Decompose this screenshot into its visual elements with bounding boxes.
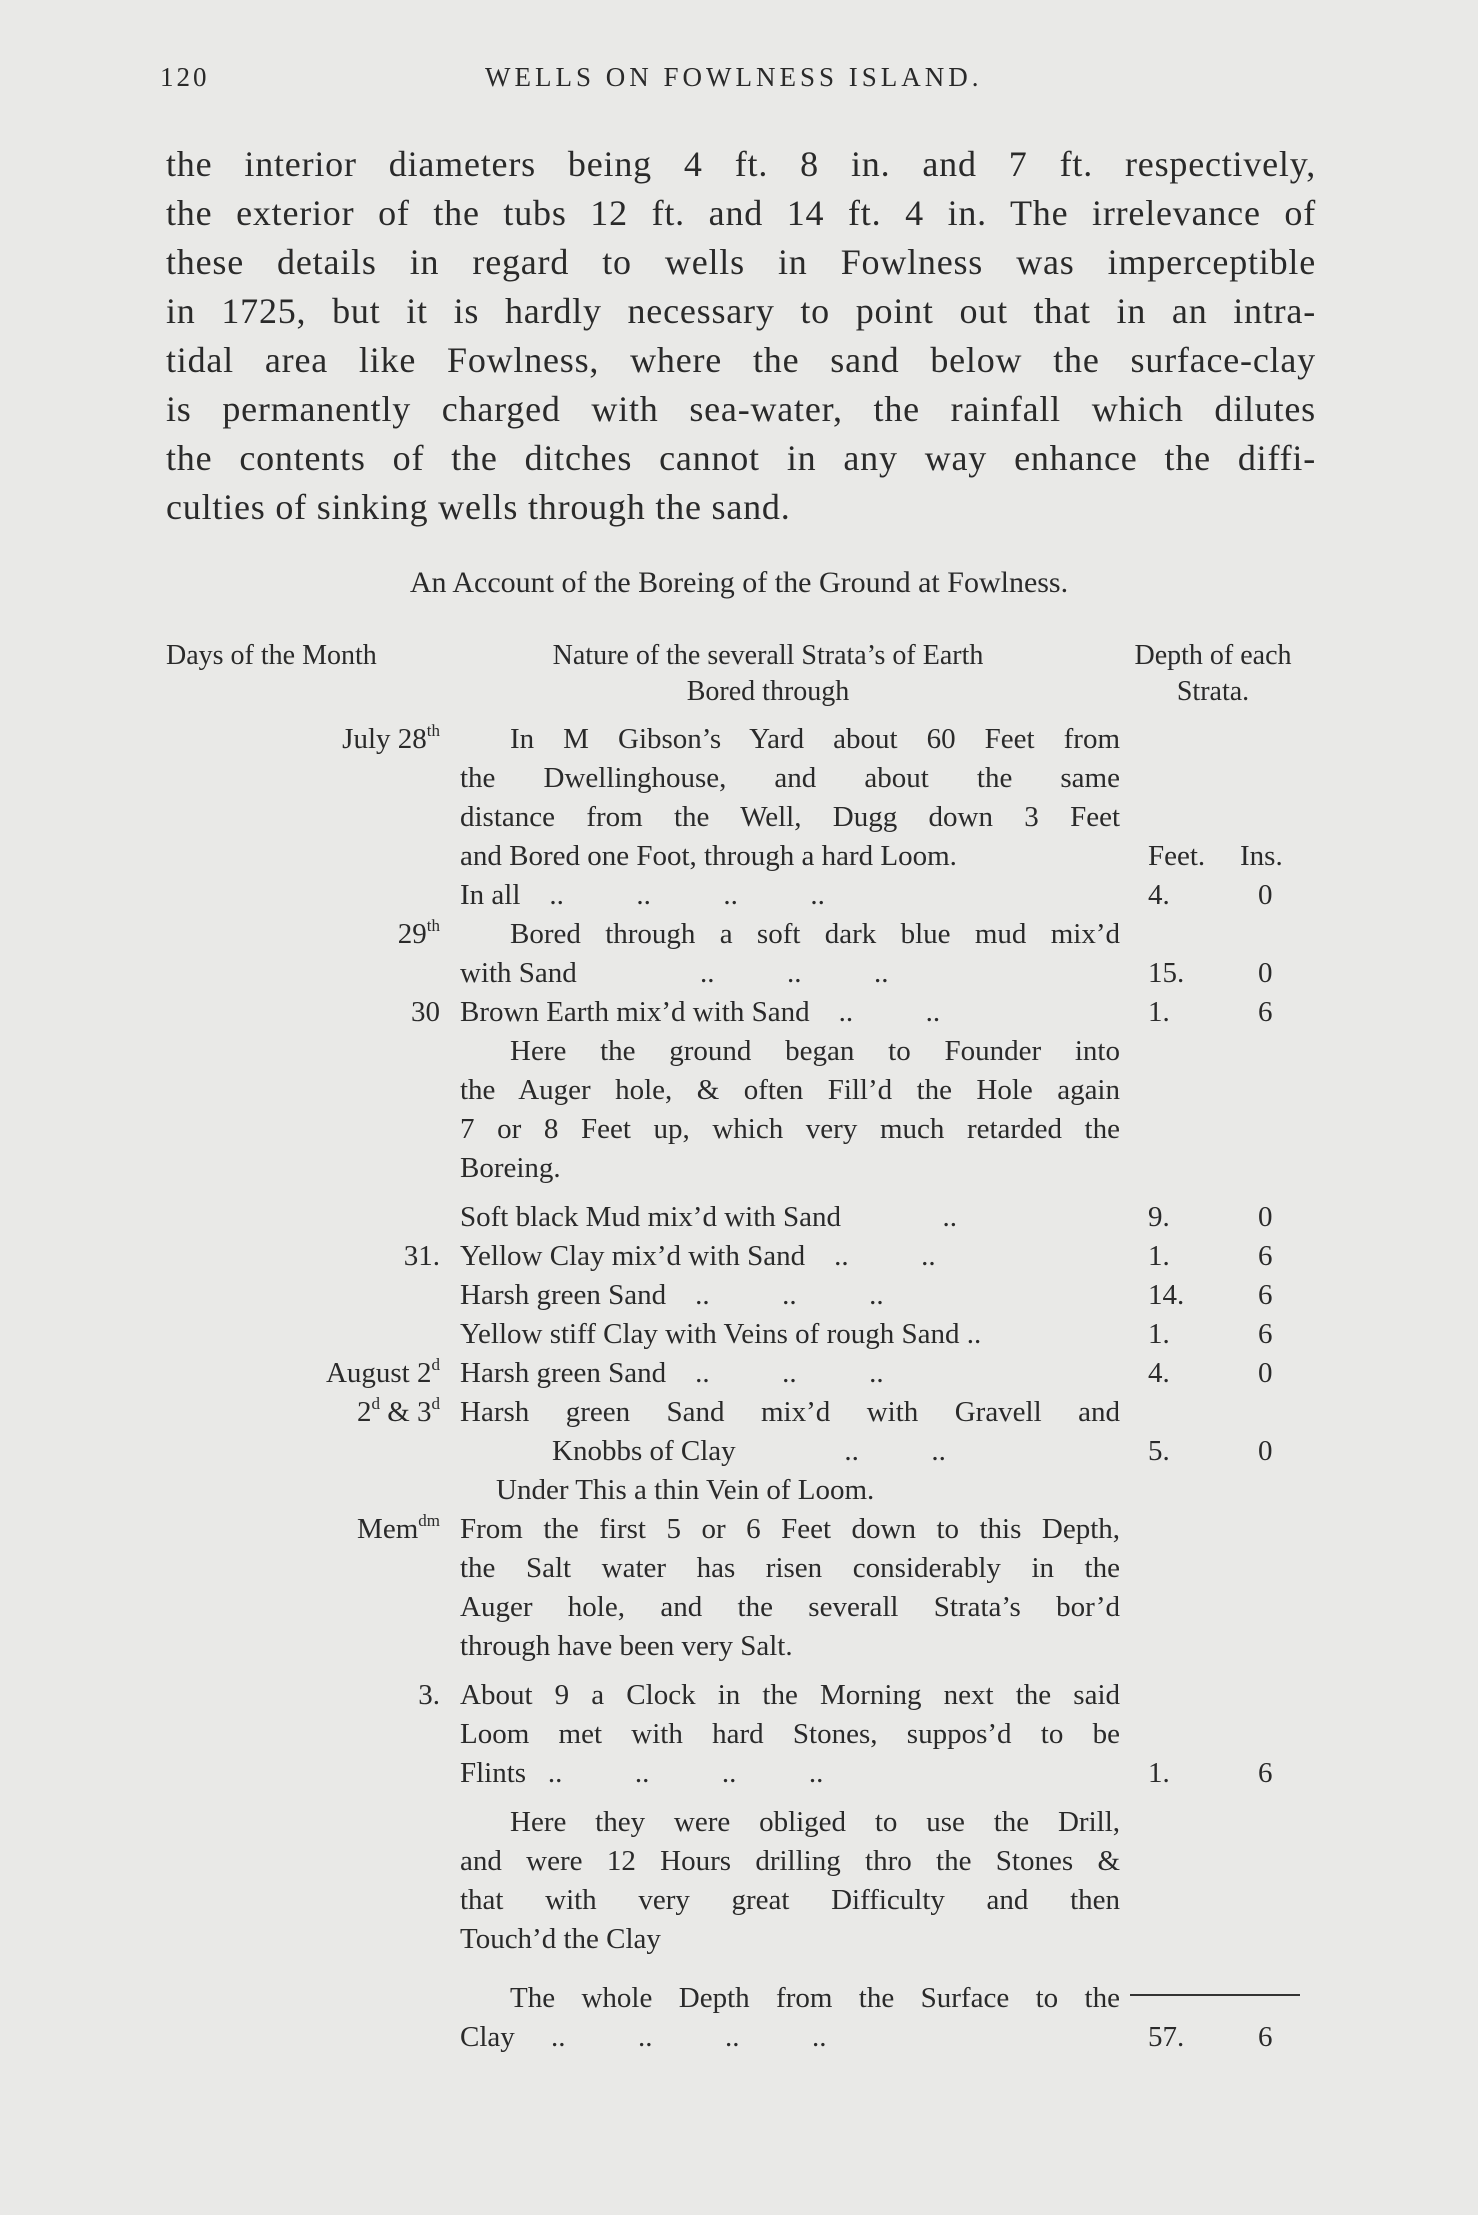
day-of-month: Mem$^{dm}$ <box>357 1511 440 1545</box>
body-paragraph <box>166 140 1316 532</box>
stratum-description: Knobbs of Clay .. .. <box>552 1435 946 1467</box>
table-row <box>0 1110 1478 1148</box>
stratum-description: distance from the Well, Dugg down 3 Feet <box>460 801 1120 833</box>
depth-feet: 14. <box>1148 1279 1185 1311</box>
table-row <box>0 1237 1478 1275</box>
paragraph-line: the exterior of the tubs 12 ft. and 14 ft. 4 in. The irrelevance of <box>166 193 1316 233</box>
table-row <box>0 876 1478 914</box>
depth-inches: 6 <box>1258 2021 1273 2053</box>
depth-feet: 15. <box>1148 957 1185 989</box>
table-row <box>0 1979 1478 2017</box>
table-row <box>0 1881 1478 1919</box>
day-of-month: 3. <box>418 1679 440 1711</box>
depth-feet: 1. <box>1148 1240 1170 1272</box>
table-row <box>0 1354 1478 1392</box>
table-row <box>0 759 1478 797</box>
depth-feet: 1. <box>1148 996 1170 1028</box>
running-header <box>160 62 1320 102</box>
paragraph-line: these details in regard to wells in Fowlness was imperceptible <box>166 242 1316 282</box>
table-row <box>0 1393 1478 1431</box>
stratum-description: Here the ground began to Founder into <box>510 1035 1120 1067</box>
table-row <box>0 1471 1478 1509</box>
depth-inches: 0 <box>1258 879 1273 911</box>
unit-inches: Ins. <box>1240 840 1283 872</box>
table-caption: An Account of the Boreing of the Ground at Fowlness. <box>409 566 1069 599</box>
table-row <box>0 1627 1478 1665</box>
column-header-nature-line1: Nature of the severall Strata’s of Earth <box>552 640 984 671</box>
stratum-description: The whole Depth from the Surface to the <box>510 1982 1120 2014</box>
depth-inches: 0 <box>1258 957 1273 989</box>
table-row <box>0 915 1478 953</box>
stratum-description: that with very great Difficulty and then <box>460 1884 1120 1916</box>
table-row <box>0 1276 1478 1314</box>
stratum-description: Loom met with hard Stones, suppos’d to be <box>460 1718 1120 1750</box>
depth-inches: 6 <box>1258 1757 1273 1789</box>
table-row <box>0 837 1478 875</box>
stratum-description: Harsh green Sand .. .. .. <box>460 1279 884 1311</box>
depth-feet: 4. <box>1148 1357 1170 1389</box>
stratum-description: Under This a thin Vein of Loom. <box>496 1474 875 1506</box>
table-row <box>0 1754 1478 1792</box>
day-of-month: 30 <box>411 996 440 1028</box>
table-row <box>0 1149 1478 1187</box>
depth-inches: 6 <box>1258 1318 1273 1350</box>
stratum-description: Flints .. .. .. .. <box>460 1757 824 1789</box>
depth-feet: 5. <box>1148 1435 1170 1467</box>
column-header-depth-line2: Strata. <box>1176 676 1250 707</box>
depth-inches: 6 <box>1258 996 1273 1028</box>
depth-feet: 57. <box>1148 2021 1185 2053</box>
column-header-days: Days of the Month <box>166 640 377 671</box>
table-row <box>0 1803 1478 1841</box>
day-of-month: July 28th <box>342 721 440 755</box>
table-row <box>0 720 1478 758</box>
stratum-description: Yellow stiff Clay with Veins of rough Sand .. <box>460 1318 982 1350</box>
depth-inches: 0 <box>1258 1201 1273 1233</box>
paragraph-line: the contents of the ditches cannot in any way enhance the diffi- <box>166 438 1316 478</box>
stratum-description: and were 12 Hours drilling thro the Stones & <box>460 1845 1120 1877</box>
table-row <box>0 1715 1478 1753</box>
paragraph-line: culties of sinking wells through the sand. <box>166 487 791 527</box>
stratum-description: Soft black Mud mix’d with Sand .. <box>460 1201 958 1233</box>
table-row <box>0 1588 1478 1626</box>
stratum-description: and Bored one Foot, through a hard Loom. <box>460 840 957 872</box>
table-row <box>0 1676 1478 1714</box>
stratum-description: Brown Earth mix’d with Sand .. .. <box>460 996 941 1028</box>
paragraph-line: tidal area like Fowlness, where the sand below the surface-clay <box>166 340 1316 380</box>
column-header-depth <box>1108 638 1318 710</box>
table-row <box>0 1920 1478 1958</box>
column-header-nature-line2: Bored through <box>686 676 850 707</box>
table-row <box>0 1198 1478 1236</box>
depth-feet: 1. <box>1148 1318 1170 1350</box>
stratum-description: From the first 5 or 6 Feet down to this Depth, <box>460 1513 1120 1545</box>
column-header-nature <box>488 638 1048 710</box>
stratum-description: Clay .. .. .. .. <box>460 2021 827 2053</box>
stratum-description: Touch’d the Clay <box>460 1923 661 1955</box>
stratum-description: In M Gibson’s Yard about 60 Feet from <box>510 723 1120 755</box>
stratum-description: Auger hole, and the severall Strata’s bor’d <box>460 1591 1120 1623</box>
unit-feet: Feet. <box>1148 840 1206 872</box>
day-of-month: August 2$^d$ <box>325 1355 440 1389</box>
table-row <box>0 1549 1478 1587</box>
depth-inches: 6 <box>1258 1279 1273 1311</box>
depth-feet: 9. <box>1148 1201 1170 1233</box>
depth-inches: 0 <box>1258 1357 1273 1389</box>
table-row <box>0 993 1478 1031</box>
stratum-description: Boreing. <box>460 1152 561 1184</box>
running-title: WELLS ON FOWLNESS ISLAND. <box>485 62 983 92</box>
stratum-description: Yellow Clay mix’d with Sand .. .. <box>460 1240 936 1272</box>
depth-feet: 4. <box>1148 879 1170 911</box>
stratum-description: the Salt water has risen considerably in the <box>460 1552 1120 1584</box>
stratum-description: 7 or 8 Feet up, which very much retarded the <box>460 1113 1120 1145</box>
stratum-description: In all .. .. .. .. <box>460 879 825 911</box>
table-row <box>0 1510 1478 1548</box>
stratum-description: Here they were obliged to use the Drill, <box>510 1806 1120 1838</box>
stratum-description: Harsh green Sand .. .. .. <box>460 1357 884 1389</box>
table-row <box>0 1432 1478 1470</box>
column-header-depth-line1: Depth of each <box>1134 640 1292 671</box>
paragraph-line: in 1725, but it is hardly necessary to point out that in an intra- <box>166 291 1316 331</box>
table-row <box>0 1032 1478 1070</box>
table-row <box>0 1315 1478 1353</box>
day-of-month: 2$^d$ & 3$^d$ <box>356 1394 440 1428</box>
table-row <box>0 798 1478 836</box>
stratum-description: with Sand .. .. .. <box>460 957 889 989</box>
stratum-description: the Auger hole, & often Fill’d the Hole again <box>460 1074 1120 1106</box>
stratum-description: through have been very Salt. <box>460 1630 793 1662</box>
day-of-month: 29th <box>397 916 440 950</box>
paragraph-line: is permanently charged with sea-water, the rainfall which dilutes <box>166 389 1316 429</box>
stratum-description: About 9 a Clock in the Morning next the said <box>460 1679 1120 1711</box>
sum-rule <box>1130 1994 1300 1996</box>
stratum-description: Bored through a soft dark blue mud mix’d <box>510 918 1120 950</box>
stratum-description: Harsh green Sand mix’d with Gravell and <box>460 1396 1120 1428</box>
depth-feet: 1. <box>1148 1757 1170 1789</box>
page-number: 120 <box>160 62 210 92</box>
table-row <box>0 2018 1478 2056</box>
paragraph-line: the interior diameters being 4 ft. 8 in. and 7 ft. respectively, <box>166 144 1316 184</box>
day-of-month: 31. <box>403 1240 440 1272</box>
depth-inches: 0 <box>1258 1435 1273 1467</box>
depth-inches: 6 <box>1258 1240 1273 1272</box>
table-row <box>0 954 1478 992</box>
table-row <box>0 1071 1478 1109</box>
stratum-description: the Dwellinghouse, and about the same <box>460 762 1120 794</box>
table-row <box>0 1842 1478 1880</box>
